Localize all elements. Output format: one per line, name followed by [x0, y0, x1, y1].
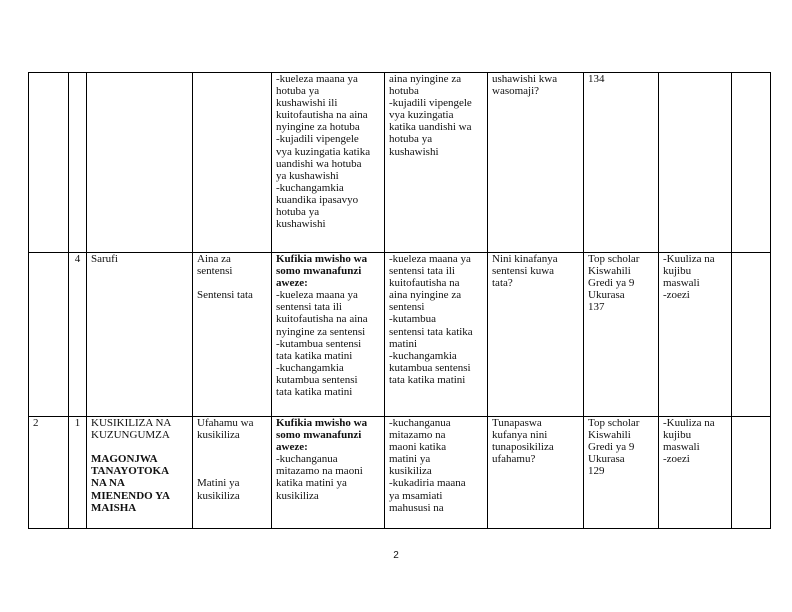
cell-text-line: tunaposikiliza: [492, 441, 554, 454]
cell-text-line: sentensi tata ili: [389, 265, 455, 278]
scheme-of-work-table: [28, 72, 771, 529]
cell-text-line: 134: [588, 73, 605, 85]
cell-text-line: hotuba: [389, 85, 419, 98]
cell-text-line: kutambua sentensi: [389, 361, 471, 374]
cell-text-line: MAGONJWA: [91, 453, 158, 466]
cell-text-line: aweze:: [276, 441, 308, 454]
cell-text-line: katika uandishi wa: [389, 121, 472, 134]
cell-text-line: tata katika matini: [389, 373, 466, 386]
cell-strand: [87, 253, 193, 417]
cell-text-line: KUZUNGUMZA: [91, 429, 170, 442]
cell-text-line: hotuba ya: [276, 85, 320, 98]
cell-resources: [584, 253, 659, 417]
cell-text-line: 2: [33, 417, 39, 429]
cell-text-line: Matini ya: [197, 477, 240, 490]
cell-text-line: 129: [588, 465, 605, 478]
cell-strand: [87, 73, 193, 253]
cell-text-line: somo mwanafunzi: [276, 265, 362, 278]
cell-text-line: kujibu: [663, 265, 692, 278]
cell-text-line: vya kuzingatia: [389, 109, 454, 122]
cell-text-line: [197, 465, 267, 477]
cell-text-line: -Kuuliza na: [663, 253, 715, 265]
cell-text-line: mitazamo na: [389, 429, 446, 442]
cell-text-line: kusikiliza: [389, 465, 432, 478]
cell-text-line: Gredi ya 9: [588, 441, 635, 454]
cell-text-line: katika matini ya: [276, 477, 347, 490]
cell-text-line: -kueleza maana ya: [276, 289, 358, 302]
cell-text-line: NA NA: [91, 477, 125, 490]
cell-text-line: Ukurasa: [588, 289, 625, 302]
cell-text-line: sentensi tata katika: [389, 325, 473, 338]
cell-text-line: -kuchangamkia: [276, 361, 344, 374]
cell-remarks: [732, 73, 771, 253]
cell-text-line: -kujadili vipengele: [389, 97, 472, 110]
cell-text-line: maoni katika: [389, 441, 447, 454]
cell-text-line: -kutambua: [389, 313, 437, 326]
cell-strand: [87, 417, 193, 529]
cell-text-line: vya kuzingatia katika: [276, 145, 371, 158]
cell-text-line: -kueleza maana ya: [389, 253, 471, 265]
cell-text-line: -zoezi: [663, 289, 690, 302]
cell-learning-outcomes: [272, 73, 385, 253]
cell-text-line: ya msamiati: [389, 489, 443, 502]
cell-text-line: kuitofautisha na aina: [276, 313, 368, 326]
cell-text-line: 4: [74, 253, 81, 265]
cell-assessment: [659, 73, 732, 253]
cell-key-inquiry-question: [488, 73, 584, 253]
cell-text-line: kusikiliza: [197, 429, 240, 442]
cell-week: [29, 253, 69, 417]
cell-text-line: 137: [588, 301, 605, 314]
cell-text-line: Kiswahili: [588, 429, 631, 442]
cell-text-line: kuitofautisha na: [389, 277, 460, 290]
cell-sub-strand: [193, 73, 272, 253]
cell-text-line: nyingine za hotuba: [276, 121, 360, 134]
cell-text-line: Nini kinafanya: [492, 253, 558, 265]
cell-text-line: tata katika matini: [276, 386, 353, 399]
cell-text-line: matini: [389, 337, 418, 350]
table-row: [29, 73, 771, 253]
cell-text-line: [91, 441, 188, 453]
cell-text-line: aina nyingine za: [389, 289, 462, 302]
cell-text-line: Ufahamu wa: [197, 417, 254, 429]
cell-text-line: ushawishi kwa: [492, 73, 558, 85]
cell-text-line: ufahamu?: [492, 453, 536, 466]
cell-text-line: TANAYOTOKA: [91, 465, 170, 478]
cell-text-line: maswali: [663, 441, 700, 454]
cell-lesson: [69, 417, 87, 529]
cell-text-line: Gredi ya 9: [588, 277, 635, 290]
cell-text-line: aweze:: [276, 277, 308, 290]
cell-text-line: sentensi kuwa: [492, 265, 555, 278]
cell-text-line: matini ya: [389, 453, 431, 466]
cell-text-line: tata?: [492, 277, 513, 290]
cell-remarks: [732, 253, 771, 417]
cell-text-line: [197, 453, 267, 465]
cell-text-line: kushawishi: [389, 145, 439, 158]
cell-text-line: -kueleza maana ya: [276, 73, 358, 85]
cell-text-line: kushawishi ili: [276, 97, 338, 110]
cell-text-line: wasomaji?: [492, 85, 540, 98]
cell-text-line: Kiswahili: [588, 265, 631, 278]
cell-text-line: kuitofautisha na aina: [276, 109, 368, 122]
cell-text-line: kuandika ipasavyo: [276, 193, 359, 206]
cell-text-line: kushawishi: [276, 218, 326, 231]
cell-text-line: hotuba ya: [389, 133, 433, 146]
cell-text-line: somo mwanafunzi: [276, 429, 362, 442]
cell-text-line: kusikiliza: [276, 489, 319, 502]
cell-text-line: MAISHA: [91, 501, 137, 514]
cell-text-line: [197, 441, 267, 453]
cell-week: [29, 73, 69, 253]
cell-assessment: [659, 253, 732, 417]
cell-text-line: tata katika matini: [276, 349, 353, 362]
cell-text-line: uandishi wa hotuba: [276, 157, 362, 170]
cell-text-line: -kuchanganua: [389, 417, 451, 429]
cell-text-line: kusikiliza: [197, 489, 240, 502]
table-body: [29, 73, 771, 529]
cell-learning-outcomes: [272, 417, 385, 529]
cell-text-line: Tunapaswa: [492, 417, 542, 429]
cell-learning-experiences: [385, 417, 488, 529]
cell-text-line: aina nyingine za: [389, 73, 462, 85]
cell-text-line: sentensi: [389, 301, 425, 314]
cell-text-line: -kujadili vipengele: [276, 133, 359, 146]
cell-text-line: -kutambua sentensi: [276, 337, 362, 350]
cell-lesson: [69, 253, 87, 417]
cell-text-line: kutambua sentensi: [276, 373, 358, 386]
cell-key-inquiry-question: [488, 253, 584, 417]
cell-learning-experiences: [385, 253, 488, 417]
cell-text-line: mahususi na: [389, 501, 444, 514]
cell-sub-strand: [193, 253, 272, 417]
cell-text-line: -kukadiria maana: [389, 477, 466, 490]
cell-text-line: MIENENDO YA: [91, 489, 170, 502]
cell-text-line: ya kushawishi: [276, 169, 339, 182]
cell-text-line: Top scholar: [588, 253, 640, 265]
cell-text-line: Sarufi: [91, 253, 118, 265]
cell-text-line: Kufikia mwisho wa: [276, 417, 368, 429]
table-row: [29, 253, 771, 417]
cell-text-line: 1: [74, 417, 81, 429]
page-number: 2: [393, 550, 399, 561]
cell-text-line: sentensi tata ili: [276, 301, 342, 314]
cell-text-line: -Kuuliza na: [663, 417, 715, 429]
cell-resources: [584, 417, 659, 529]
cell-assessment: [659, 417, 732, 529]
cell-remarks: [732, 417, 771, 529]
cell-text-line: mitazamo na maoni: [276, 465, 363, 478]
cell-resources: [584, 73, 659, 253]
cell-text-line: Ukurasa: [588, 453, 625, 466]
cell-text-line: Aina za: [197, 253, 231, 265]
cell-text-line: nyingine za sentensi: [276, 325, 366, 338]
cell-learning-outcomes: [272, 253, 385, 417]
cell-text-line: -kuchangamkia: [276, 181, 344, 194]
cell-text-line: -kuchangamkia: [389, 349, 457, 362]
cell-text-line: [197, 277, 267, 289]
cell-text-line: sentensi: [197, 265, 233, 278]
cell-text-line: Sentensi tata: [197, 289, 253, 302]
cell-text-line: -zoezi: [663, 453, 690, 466]
cell-sub-strand: [193, 417, 272, 529]
cell-text-line: kufanya nini: [492, 429, 548, 442]
cell-text-line: maswali: [663, 277, 700, 290]
cell-text-line: KUSIKILIZA NA: [91, 417, 172, 429]
cell-text-line: -kuchanganua: [276, 453, 338, 466]
table-row: [29, 417, 771, 529]
cell-text-line: Top scholar: [588, 417, 640, 429]
cell-text-line: kujibu: [663, 429, 692, 442]
cell-week: [29, 417, 69, 529]
cell-text-line: Kufikia mwisho wa: [276, 253, 368, 265]
cell-text-line: hotuba ya: [276, 206, 320, 219]
cell-lesson: [69, 73, 87, 253]
cell-key-inquiry-question: [488, 417, 584, 529]
cell-learning-experiences: [385, 73, 488, 253]
